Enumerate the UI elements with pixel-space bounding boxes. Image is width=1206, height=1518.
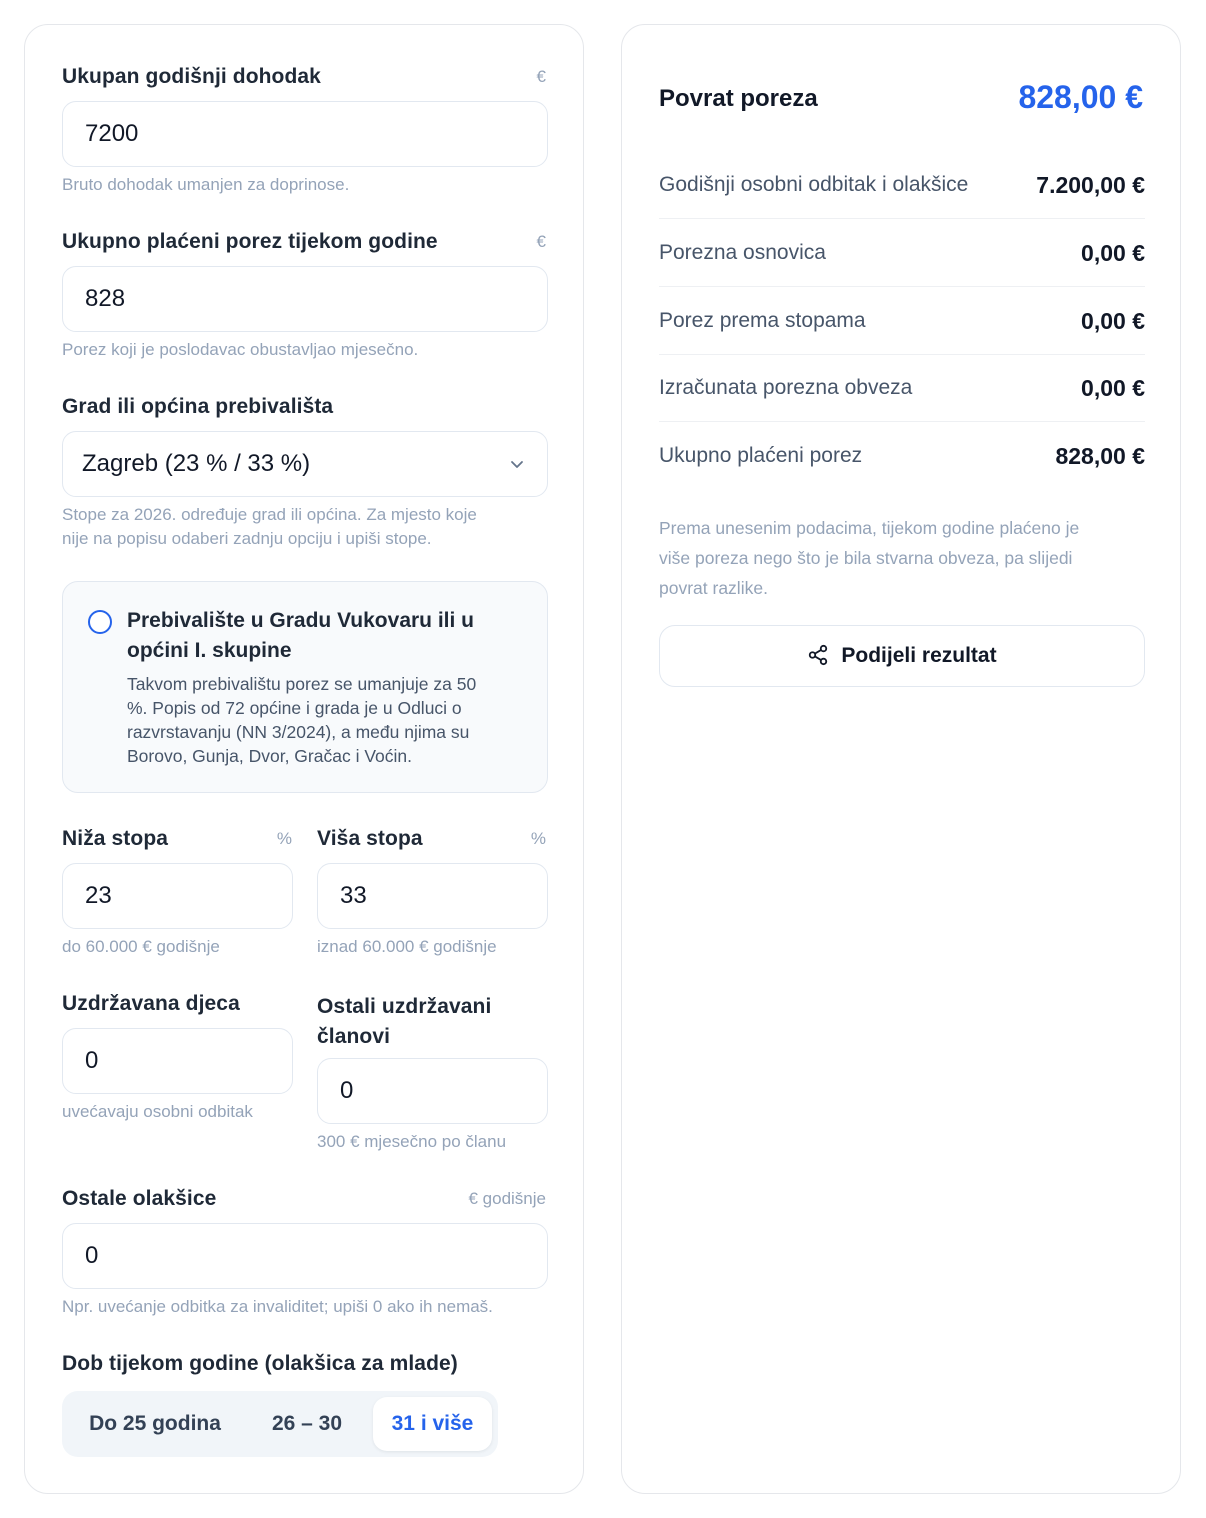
result-row-value: 0,00 € (1081, 308, 1145, 334)
income-input[interactable]: 7200 (62, 101, 548, 167)
age-option-26-30[interactable]: 26 – 30 (271, 1412, 343, 1435)
higher-rate-input[interactable]: 33 (317, 863, 548, 929)
income-hint: Bruto dohodak umanjen za doprinose. (62, 175, 350, 194)
others-input[interactable]: 0 (317, 1058, 548, 1124)
result-row-value: 7.200,00 € (1036, 172, 1145, 198)
other-reliefs-hint: Npr. uvećanje odbitka za invaliditet; upiši 0 ako ih nemaš. (62, 1297, 493, 1316)
result-row (659, 151, 1145, 219)
income-unit: € (536, 67, 546, 86)
age-option-31-plus[interactable]: 31 i više (373, 1397, 492, 1451)
lower-rate-unit: % (276, 829, 292, 848)
other-reliefs-input[interactable]: 0 (62, 1223, 548, 1289)
vukovar-option-title (127, 606, 527, 666)
higher-rate-label: Viša stopa (317, 827, 423, 850)
others-label (317, 992, 491, 1052)
share-result-button[interactable] (659, 625, 1145, 687)
result-row-value: 0,00 € (1081, 375, 1145, 401)
result-title: Povrat poreza (659, 85, 818, 112)
result-row (659, 219, 1145, 287)
city-hint-line-2: nije na popisu odaberi zadnju opciju i upiši stope. (62, 529, 432, 548)
age-label: Dob tijekom godine (olakšica za mlade) (62, 1352, 458, 1375)
radio-circle-icon[interactable] (88, 610, 112, 634)
others-label-line-1: Ostali uzdržavani (317, 995, 492, 1018)
result-row-label: Godišnji osobni odbitak i olakšice (659, 173, 969, 196)
share-icon (807, 644, 829, 666)
tax-paid-hint: Porez koji je poslodavac obustavljao mjesečno. (62, 340, 419, 359)
age-option-under-25[interactable]: Do 25 godina (89, 1412, 221, 1435)
children-label: Uzdržavana djeca (62, 992, 240, 1015)
other-reliefs-label: Ostale olakšice (62, 1187, 217, 1210)
result-amount: 828,00 € (1018, 79, 1143, 115)
result-note (659, 513, 1139, 603)
result-row-label: Porezna osnovica (659, 241, 826, 264)
vukovar-text-line-4: Borovo, Gunja, Dvor, Gračac i Voćin. (127, 746, 412, 766)
age-segmented-control (62, 1391, 498, 1457)
others-label-line-2: članovi (317, 1025, 391, 1048)
vukovar-option[interactable] (62, 581, 548, 793)
result-note-line-1: Prema unesenim podacima, tijekom godine plaćeno je (659, 518, 1080, 538)
tax-paid-unit: € (536, 232, 546, 251)
income-label: Ukupan godišnji dohodak (62, 65, 321, 88)
others-hint: 300 € mjesečno po članu (317, 1132, 507, 1151)
city-select-value: Zagreb (23 % / 33 %) (82, 450, 311, 477)
vukovar-title-line-1: Prebivalište u Gradu Vukovaru ili u (127, 609, 474, 632)
tax-paid-label: Ukupno plaćeni porez tijekom godine (62, 230, 438, 253)
result-row (659, 354, 1145, 422)
children-hint: uvećavaju osobni odbitak (62, 1102, 253, 1121)
calculator-form-card (24, 24, 584, 1494)
result-row-label: Izračunata porezna obveza (659, 376, 913, 399)
result-row-value: 0,00 € (1081, 240, 1145, 266)
higher-rate-unit: % (530, 829, 546, 848)
city-hint-line-1: Stope za 2026. određuje grad ili općina. Za mjesto koje (62, 505, 477, 524)
result-row (659, 422, 1145, 490)
lower-rate-input[interactable]: 23 (62, 863, 293, 929)
tax-paid-input[interactable]: 828 (62, 266, 548, 332)
children-input[interactable]: 0 (62, 1028, 293, 1094)
result-card (621, 24, 1181, 1494)
result-note-line-3: povrat razlike. (659, 578, 768, 598)
chevron-down-icon (507, 454, 527, 474)
result-row-value: 828,00 € (1055, 443, 1145, 469)
result-row-label: Ukupno plaćeni porez (659, 444, 863, 467)
city-select[interactable] (62, 431, 548, 497)
vukovar-title-line-2: općini I. skupine (127, 639, 292, 662)
vukovar-text-line-2: %. Popis od 72 općine i grada je u Odluci o (127, 698, 462, 718)
higher-rate-hint: iznad 60.000 € godišnje (317, 937, 497, 956)
lower-rate-label: Niža stopa (62, 827, 169, 850)
result-row-label: Porez prema stopama (659, 309, 866, 332)
vukovar-text-line-3: razvrstavanju (NN 3/2024), a među njima su (127, 722, 470, 742)
other-reliefs-unit: € godišnje (468, 1189, 546, 1208)
vukovar-text-line-1: Takvom prebivalištu porez se umanjuje za 50 (127, 674, 477, 694)
city-label: Grad ili općina prebivališta (62, 395, 334, 418)
result-row (659, 287, 1145, 355)
share-result-label: Podijeli rezultat (841, 644, 997, 667)
lower-rate-hint: do 60.000 € godišnje (62, 937, 220, 956)
result-note-line-2: više poreza nego što je bila stvarna obveza, pa slijedi (659, 548, 1073, 568)
vukovar-option-description (127, 672, 527, 768)
